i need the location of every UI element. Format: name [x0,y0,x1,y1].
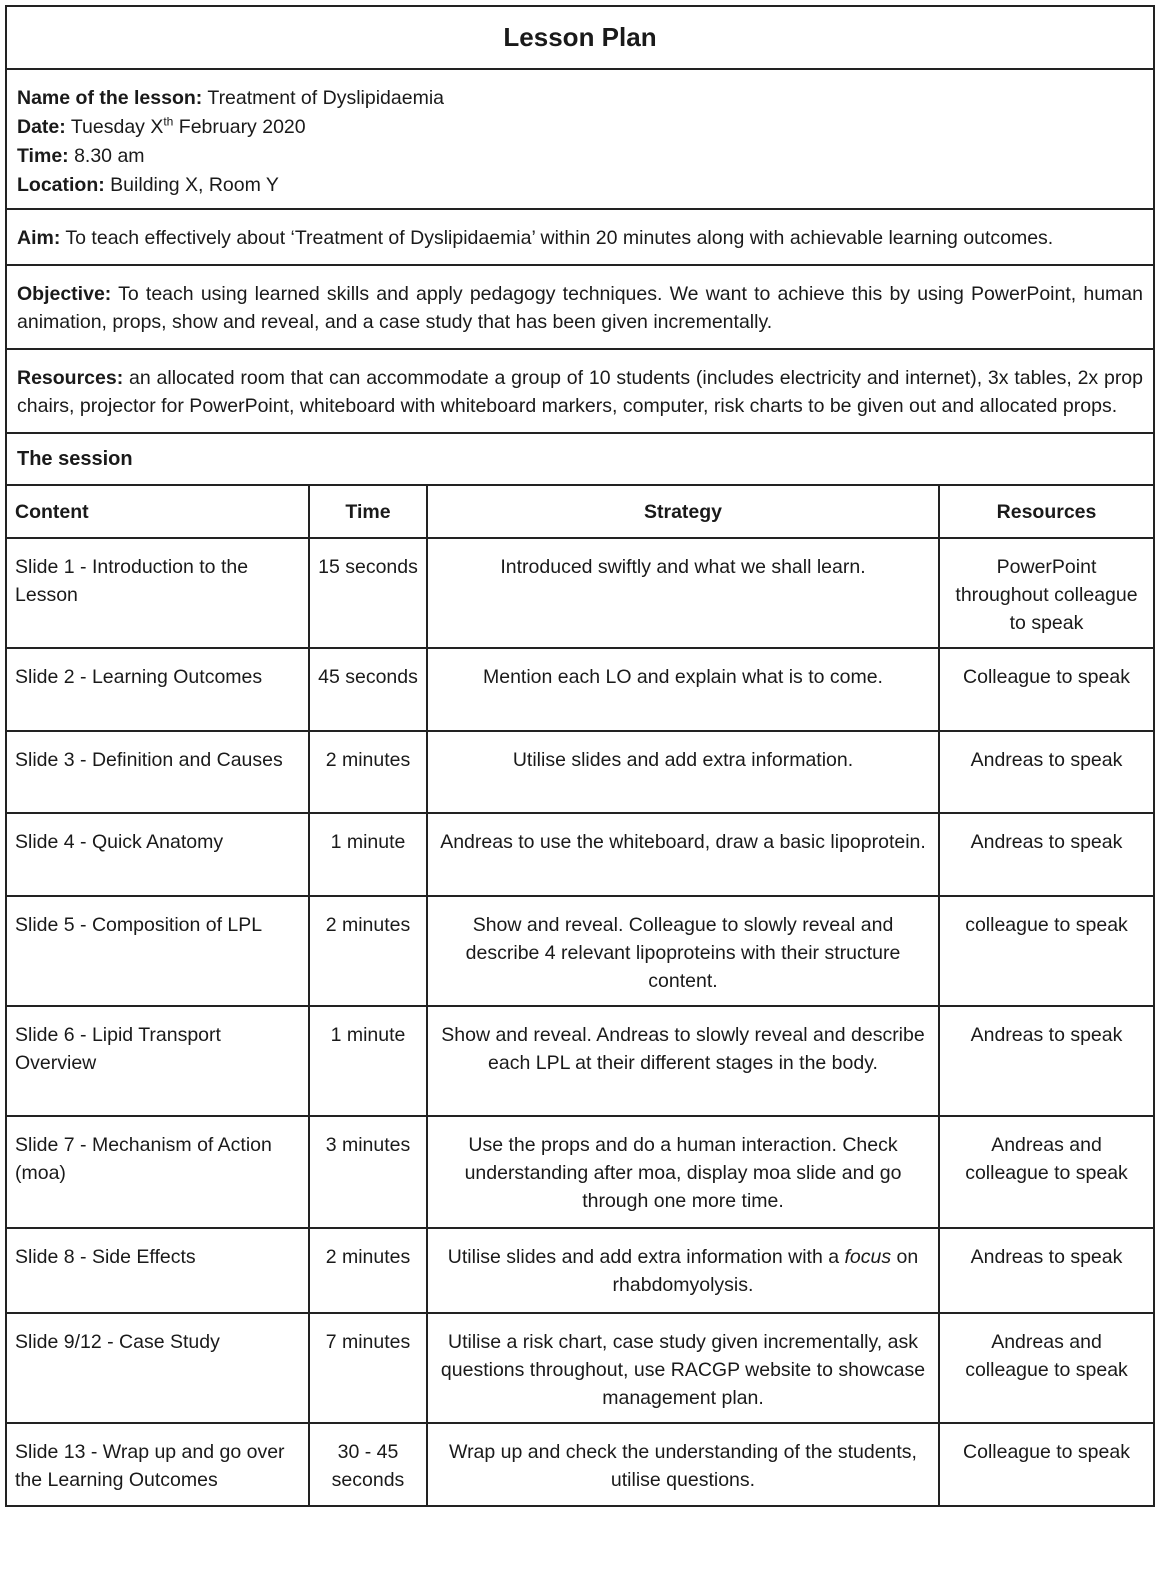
row-strategy: Andreas to use the whiteboard, draw a basic lipoprotein. [427,813,939,896]
row-resources: PowerPoint throughout colleague to speak [939,538,1153,648]
table-row [7,538,1153,648]
lesson-location-line [17,171,1143,200]
table-row [7,1423,1153,1505]
row-content: Slide 2 - Learning Outcomes [7,648,309,731]
lesson-name-label: Name of the lesson: [17,87,203,109]
row-time: 2 minutes [309,731,427,813]
table-row [7,1116,1153,1228]
strategy-text-start: Utilise slides and add extra information with a [447,1246,840,1268]
table-row [7,1006,1153,1116]
row-content: Slide 1 - Introduction to the Lesson [7,538,309,648]
row-resources: Andreas to speak [939,813,1153,896]
row-resources: Andreas to speak [939,1006,1153,1116]
row-resources: colleague to speak [939,896,1153,1006]
table-row [7,813,1153,896]
resources-label: Resources: [17,367,124,389]
date-superscript: th [163,114,174,129]
lesson-time-value: 8.30 am [74,145,145,167]
row-strategy: Use the props and do a human interaction. Check understanding after moa, display moa slide and go through one more time. [427,1116,939,1228]
objective-text: To teach using learned skills and apply pedagogy techniques. We want to achieve this by using PowerPoint, human animation, props, show and reveal, and a case study that has been given incrementally. [17,283,1143,333]
session-table [7,486,1153,1505]
table-row [7,1228,1153,1313]
row-strategy: Show and reveal. Colleague to slowly reveal and describe 4 relevant lipoproteins with their structure content. [427,896,939,1006]
lesson-plan-document [5,5,1155,1507]
row-strategy: Introduced swiftly and what we shall learn. [427,538,939,648]
row-strategy [427,1228,939,1313]
aim-section [7,210,1153,266]
resources-text: an allocated room that can accommodate a group of 10 students (includes electricity and internet), 3x tables, 2x prop chairs, projector for PowerPoint, whiteboard with whiteboard markers, computer, risk charts to be given out and allocated props. [17,367,1144,417]
row-content: Slide 13 - Wrap up and go over the Learning Outcomes [7,1423,309,1505]
row-resources: Andreas and colleague to speak [939,1313,1153,1423]
lesson-time-label: Time: [17,145,69,167]
row-content: Slide 7 - Mechanism of Action (moa) [7,1116,309,1228]
row-resources: Colleague to speak [963,1441,1130,1463]
session-table-header [7,486,1153,538]
lesson-date-label: Date: [17,116,66,138]
column-header-time: Time [309,486,427,538]
row-content: Slide 9/12 - Case Study [7,1313,309,1423]
row-strategy: Show and reveal. Andreas to slowly reveal and describe each LPL at their different stages in the body. [427,1006,939,1116]
row-time: 45 seconds [309,648,427,731]
strategy-text-end: on rhabdomyolysis. [612,1246,919,1296]
row-content: Slide 5 - Composition of LPL [7,896,309,1006]
lesson-info [7,70,1153,210]
row-time: 1 minute [309,813,427,896]
strategy-emphasis: focus [844,1246,892,1268]
column-header-resources: Resources [939,486,1153,538]
row-content: Slide 8 - Side Effects [7,1228,309,1313]
date-value-rest: February 2020 [178,116,306,138]
objective-section [7,266,1153,350]
table-row [7,1313,1153,1423]
row-time: 7 minutes [309,1313,427,1423]
row-resources: Andreas to speak [939,731,1153,813]
aim-label: Aim: [17,227,61,249]
column-header-strategy: Strategy [427,486,939,538]
row-content: Slide 6 - Lipid Transport Overview [7,1006,309,1116]
lesson-location-value: Building X, Room Y [110,174,279,196]
row-resources: Colleague to speak [939,648,1153,731]
lesson-name-value: Treatment of Dyslipidaemia [207,87,444,109]
row-time: 1 minute [309,1006,427,1116]
lesson-time-line [17,142,1143,171]
row-time: 3 minutes [309,1116,427,1228]
row-time: 2 minutes [309,896,427,1006]
objective-label: Objective: [17,283,112,305]
lesson-name-line [17,84,1143,113]
column-header-content: Content [7,486,309,538]
lesson-date-value [71,116,306,138]
table-row [7,896,1153,1006]
lesson-location-label: Location: [17,174,105,196]
row-resources: Andreas to speak [939,1228,1153,1313]
row-resources: Andreas and colleague to speak [939,1116,1153,1228]
resources-section [7,350,1153,434]
table-row [7,648,1153,731]
row-strategy: Mention each LO and explain what is to come. [427,648,939,731]
row-strategy: Utilise slides and add extra information. [427,731,939,813]
row-content: Slide 4 - Quick Anatomy [7,813,309,896]
row-time: 30 - 45 seconds [309,1423,427,1505]
table-row [7,731,1153,813]
row-time: 2 minutes [309,1228,427,1313]
date-value-main: Tuesday X [70,116,164,138]
row-strategy: Utilise a risk chart, case study given incrementally, ask questions throughout, use RACGP website to showcase management plan. [427,1313,939,1423]
row-time: 15 seconds [309,538,427,648]
row-strategy: Wrap up and check the understanding of the students, utilise questions. [427,1423,939,1505]
lesson-date-line [17,113,1143,142]
aim-text: To teach effectively about ‘Treatment of Dyslipidaemia’ within 20 minutes along with achievable learning outcomes. [65,227,1054,249]
session-heading: The session [7,434,1153,486]
page-title: Lesson Plan [7,7,1153,70]
row-content: Slide 3 - Definition and Causes [7,731,309,813]
